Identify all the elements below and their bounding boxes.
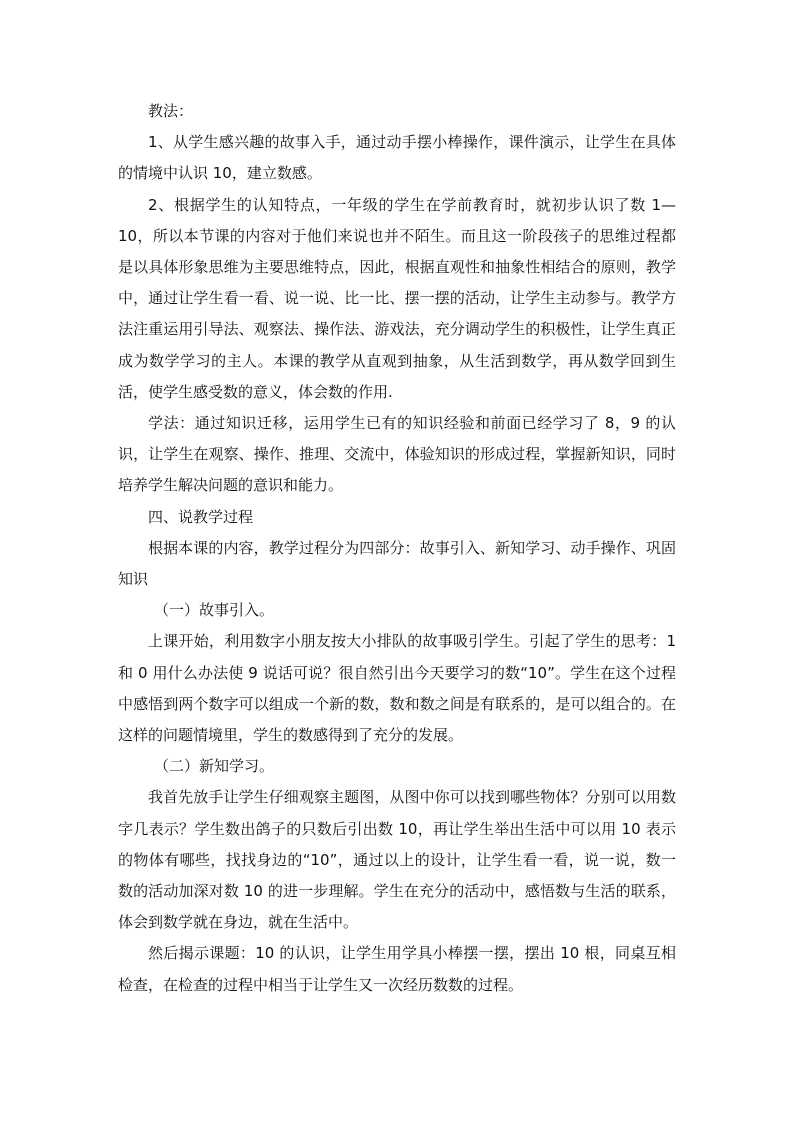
section-heading-process: 四、说教学过程 <box>148 507 254 526</box>
subheading-story-intro: （一）故事引入。 <box>154 601 275 620</box>
paragraph-method-1: 1、从学生感兴趣的故事入手，通过动手摆小棒操作，课件演示，让学生在具体的情境中认识 10，建立数感。 <box>118 133 676 183</box>
paragraph-learning-method: 学法：通过知识迁移，运用学生已有的知识经验和前面已经学习了 8，9 的认识，让学生在观察、操作、推理、交流中，体验知识的形成过程，掌握新知识，同时培养学生解决问题的意识和能力。 <box>118 414 676 495</box>
heading-teaching-method: 教法： <box>148 102 194 120</box>
paragraph-process-overview: 根据本课的内容，教学过程分为四部分：故事引入、新知学习、动手操作、巩固知识 <box>118 538 676 589</box>
paragraph-story-intro: 上课开始，利用数字小朋友按大小排队的故事吸引学生。引起了学生的思考：1 和 0 用什么办法使 9 说话可说？很自然引出今天要学习的数“10”。学生在这个过程中感悟到两个数字可以组成一个新的数，数和数之间是有联系的，是可以组合的。在这样的问题情境里，学生的数感得到了充分的发展。 <box>118 632 676 745</box>
paragraph-reveal-topic: 然后揭示课题：10 的认识，让学生用学具小棒摆一摆，摆出 10 根，同桌互相检查，在检查的过程中相当于让学生又一次经历数数的过程。 <box>118 944 676 994</box>
document-body <box>118 96 676 1001</box>
paragraph-new-knowledge: 我首先放手让学生仔细观察主题图，从图中你可以找到哪些物体？分别可以用数字几表示？学生数出鸽子的只数后引出数 10，再让学生举出生活中可以用 10 表示的物体有哪些，找找身边的“10”，通过以上的设计，让学生看一看，说一说，数一数的活动加深对数 10 的进一步理解。学生在充分的活动中，感悟数与生活的联系，体会到数学就在身边，就在生活中。 <box>118 788 676 932</box>
paragraph-method-2: 2、根据学生的认知特点，一年级的学生在学前教育时，就初步认识了数 1—10，所以本节课的内容对于他们来说也并不陌生。而且这一阶段孩子的思维过程都是以具体形象思维为主要思维特点，因此，根据直观性和抽象性相结合的原则，教学中，通过让学生看一看、说一说、比一比、摆一摆的活动，让学生主动参与。教学方法注重运用引导法、观察法、操作法、游戏法，充分调动学生的积极性，让学生真正成为数学学习的主人。本课的教学从直观到抽象，从生活到数学，再从数学回到生活，使学生感受数的意义，体会数的作用. <box>118 195 676 401</box>
subheading-new-knowledge: （二）新知学习。 <box>154 757 275 776</box>
